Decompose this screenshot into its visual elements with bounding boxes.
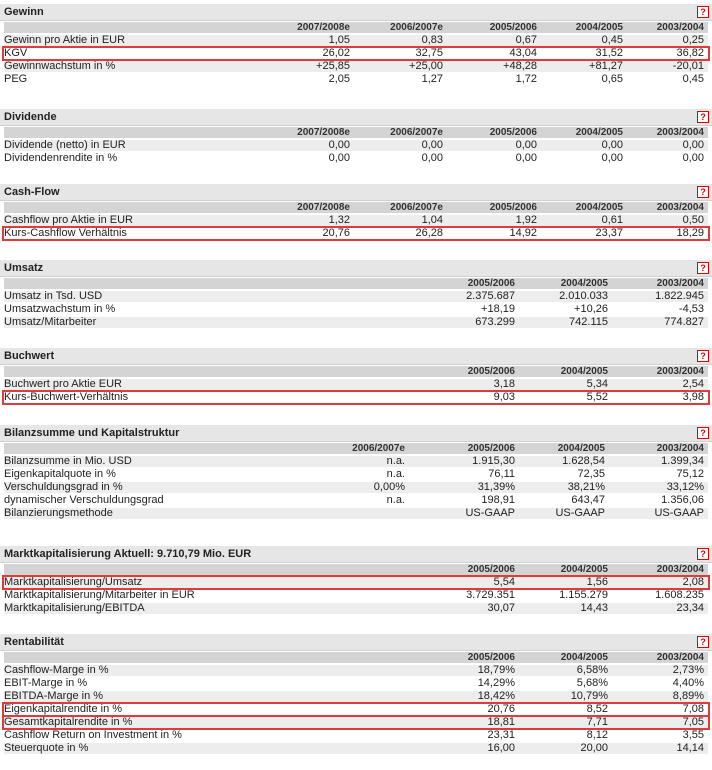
cell-value: 23,31 <box>487 729 515 741</box>
section-gewinn <box>0 4 712 85</box>
column-header-row <box>4 443 708 454</box>
section-title: Cash-Flow <box>4 186 60 198</box>
cell-value: US-GAAP <box>465 507 515 519</box>
row-label: Eigenkapitalrendite in % <box>4 703 123 715</box>
row-label: Umsatzwachstum in % <box>4 303 116 315</box>
column-header: 2005/2006 <box>467 278 515 289</box>
cell-value: 5,34 <box>586 378 608 390</box>
cell-value: 0,00 <box>682 139 704 151</box>
section-title: Gewinn <box>4 6 44 18</box>
column-header: 2004/2005 <box>575 127 623 138</box>
column-header-row <box>4 202 708 213</box>
table-row <box>4 379 708 390</box>
row-label: Bilanzsumme in Mio. USD <box>4 455 132 467</box>
cell-value: +81,27 <box>589 60 623 72</box>
section-buchwert <box>0 348 712 403</box>
cell-value: 2,54 <box>682 378 704 390</box>
cell-value: 18,81 <box>487 716 515 728</box>
table-row <box>4 35 708 46</box>
row-label: Cashflow-Marge in % <box>4 664 109 676</box>
table-row <box>4 495 708 506</box>
cell-value: 2.375.687 <box>466 290 515 302</box>
table-row <box>4 678 708 689</box>
cell-value: n.a. <box>386 468 405 480</box>
table-row <box>4 215 708 226</box>
column-header: 2007/2008e <box>297 22 350 33</box>
cell-value: 2,05 <box>328 73 350 85</box>
cell-value: 8,89% <box>672 690 704 702</box>
help-icon[interactable]: ? <box>697 636 709 648</box>
cell-value: 0,00 <box>328 139 350 151</box>
cell-value: 2,08 <box>682 576 704 588</box>
cell-value: n.a. <box>386 455 405 467</box>
cell-value: 43,04 <box>509 47 537 59</box>
cell-value: 72,35 <box>577 468 605 480</box>
row-label: EBIT-Marge in % <box>4 677 88 689</box>
cell-value: 23,34 <box>676 602 704 614</box>
row-label: Eigenkapitalquote in % <box>4 468 116 480</box>
cell-value: 36,82 <box>676 47 704 59</box>
column-header: 2005/2006 <box>489 127 537 138</box>
column-header: 2006/2007e <box>390 22 443 33</box>
cell-value: 0,00 <box>421 152 443 164</box>
cell-value: +25,00 <box>409 60 443 72</box>
cell-value: 1,04 <box>421 214 443 226</box>
cell-value: 3,98 <box>682 391 704 403</box>
section-title: Bilanzsumme und Kapitalstruktur <box>4 427 180 439</box>
cell-value: 33,12% <box>666 481 704 493</box>
section-title: Buchwert <box>4 350 55 362</box>
cell-value: US-GAAP <box>654 507 704 519</box>
cell-value: +48,28 <box>503 60 537 72</box>
column-header: 2005/2006 <box>489 202 537 213</box>
cell-value: 0,00 <box>328 152 350 164</box>
column-header: 2004/2005 <box>560 366 608 377</box>
row-label: EBITDA-Marge in % <box>4 690 104 702</box>
row-label: Cashflow Return on Investment in % <box>4 729 182 741</box>
column-header: 2003/2004 <box>656 22 704 33</box>
table-row <box>4 717 708 728</box>
table-row <box>4 317 708 328</box>
row-label: Cashflow pro Aktie in EUR <box>4 214 133 226</box>
cell-value: 1.356,06 <box>661 494 704 506</box>
cell-value: 742.115 <box>569 316 608 328</box>
cell-value: 7,08 <box>682 703 704 715</box>
column-header: 2005/2006 <box>467 366 515 377</box>
cell-value: 4,40% <box>672 677 704 689</box>
column-header-row <box>4 127 708 138</box>
table-row <box>4 304 708 315</box>
section-title: Umsatz <box>4 262 44 274</box>
cell-value: 30,07 <box>487 602 515 614</box>
column-header: 2004/2005 <box>560 652 608 663</box>
cell-value: 5,52 <box>586 391 608 403</box>
column-header: 2003/2004 <box>656 652 704 663</box>
cell-value: 0,00 <box>515 152 537 164</box>
row-label: Umsatz/Mitarbeiter <box>4 316 97 328</box>
help-icon[interactable]: ? <box>697 111 709 123</box>
cell-value: 0,83 <box>421 34 443 46</box>
table-row <box>4 456 708 467</box>
cell-value: 23,37 <box>595 227 623 239</box>
cell-value: 1.915,30 <box>472 455 515 467</box>
cell-value: 0,00 <box>682 152 704 164</box>
cell-value: 0,67 <box>515 34 537 46</box>
cell-value: 10,79% <box>570 690 608 702</box>
cell-value: 0,00 <box>601 152 623 164</box>
column-header-row <box>4 22 708 33</box>
cell-value: 198,91 <box>481 494 515 506</box>
column-header: 2004/2005 <box>560 564 608 575</box>
cell-value: 0,00% <box>373 481 405 493</box>
column-header: 2005/2006 <box>467 564 515 575</box>
section-dividende <box>0 109 712 164</box>
row-label: Gesamtkapitalrendite in % <box>4 716 133 728</box>
cell-value: 14,92 <box>509 227 537 239</box>
column-header: 2006/2007e <box>390 127 443 138</box>
cell-value: 7,05 <box>682 716 704 728</box>
help-icon[interactable]: ? <box>697 548 709 560</box>
column-header: 2003/2004 <box>656 278 704 289</box>
row-label: Steuerquote in % <box>4 742 89 754</box>
table-row <box>4 691 708 702</box>
row-label: Buchwert pro Aktie EUR <box>4 378 122 390</box>
cell-value: 0,45 <box>601 34 623 46</box>
table-row <box>4 228 708 239</box>
table-row <box>4 743 708 754</box>
column-header: 2004/2005 <box>575 202 623 213</box>
row-label: KGV <box>4 47 28 59</box>
column-header: 2003/2004 <box>656 202 704 213</box>
row-label: Gewinn pro Aktie in EUR <box>4 34 126 46</box>
cell-value: 18,29 <box>676 227 704 239</box>
cell-value: 0,00 <box>601 139 623 151</box>
cell-value: 0,25 <box>682 34 704 46</box>
section-bilanz <box>0 425 712 519</box>
cell-value: 1.399,34 <box>661 455 704 467</box>
cell-value: 76,11 <box>488 468 515 480</box>
row-label: Dividendenrendite in % <box>4 152 118 164</box>
cell-value: 18,42% <box>477 690 515 702</box>
section-title: Dividende <box>4 111 57 123</box>
table-row <box>4 482 708 493</box>
cell-value: 20,76 <box>487 703 515 715</box>
table-row <box>4 469 708 480</box>
cell-value: 5,68% <box>576 677 608 689</box>
column-header: 2003/2004 <box>656 127 704 138</box>
help-icon[interactable]: ? <box>697 262 709 274</box>
column-header: 2003/2004 <box>656 443 704 454</box>
row-label: Gewinnwachstum in % <box>4 60 116 72</box>
cell-value: 2.010.033 <box>559 290 608 302</box>
column-header: 2005/2006 <box>467 652 515 663</box>
table-row <box>4 74 708 85</box>
section-header <box>0 4 712 21</box>
section-title: Rentabilität <box>4 636 64 648</box>
row-label: Dividende (netto) in EUR <box>4 139 126 151</box>
cell-value: 1,32 <box>328 214 350 226</box>
table-row <box>4 392 708 403</box>
cell-value: 3,18 <box>493 378 515 390</box>
cell-value: 26,02 <box>322 47 350 59</box>
cell-value: +10,26 <box>574 303 608 315</box>
cell-value: 16,00 <box>487 742 515 754</box>
table-row <box>4 291 708 302</box>
cell-value: 2,73% <box>672 664 704 676</box>
cell-value: 0,45 <box>682 73 704 85</box>
section-header <box>0 184 712 201</box>
section-rentabilitaet <box>0 634 712 754</box>
row-label: dynamischer Verschuldungsgrad <box>4 494 164 506</box>
cell-value: 26,28 <box>415 227 443 239</box>
cell-value: 3,55 <box>682 729 704 741</box>
cell-value: 1,72 <box>515 73 537 85</box>
cell-value: 14,14 <box>676 742 704 754</box>
cell-value: 673.299 <box>475 316 515 328</box>
cell-value: 1.608.235 <box>655 589 704 601</box>
column-header: 2004/2005 <box>560 278 608 289</box>
help-icon[interactable]: ? <box>697 427 709 439</box>
column-header-row <box>4 278 708 289</box>
row-label: Bilanzierungsmethode <box>4 507 113 519</box>
cell-value: n.a. <box>386 494 405 506</box>
cell-value: -20,01 <box>672 60 704 72</box>
column-header: 2005/2006 <box>467 443 515 454</box>
table-row <box>4 590 708 601</box>
column-header: 2007/2008e <box>297 127 350 138</box>
cell-value: 0,65 <box>601 73 623 85</box>
row-label: Verschuldungsgrad in % <box>4 481 123 493</box>
section-header <box>0 425 712 442</box>
section-header <box>0 634 712 651</box>
cell-value: 1,56 <box>586 576 608 588</box>
section-umsatz <box>0 260 712 328</box>
section-title: Marktkapitalisierung Aktuell: 9.710,79 Mio. EUR <box>4 548 252 560</box>
cell-value: 1.155.279 <box>559 589 608 601</box>
cell-value: 1.822.945 <box>655 290 704 302</box>
cell-value: 8,12 <box>586 729 608 741</box>
row-label: Umsatz in Tsd. USD <box>4 290 103 302</box>
cell-value: 75,12 <box>676 468 704 480</box>
cell-value: 18,79% <box>477 664 515 676</box>
section-header <box>0 546 712 563</box>
cell-value: 6,58% <box>576 664 608 676</box>
row-label: Marktkapitalisierung/Umsatz <box>4 576 143 588</box>
table-row <box>4 153 708 164</box>
column-header: 2003/2004 <box>656 564 704 575</box>
cell-value: 774.827 <box>664 316 704 328</box>
cell-value: 32,75 <box>415 47 443 59</box>
table-row <box>4 665 708 676</box>
cell-value: 0,00 <box>515 139 537 151</box>
section-header <box>0 348 712 365</box>
table-row <box>4 704 708 715</box>
cell-value: 1,05 <box>328 34 350 46</box>
column-header: 2005/2006 <box>489 22 537 33</box>
cell-value: 0,00 <box>421 139 443 151</box>
cell-value: 9,03 <box>493 391 515 403</box>
section-marktkap <box>0 546 712 614</box>
section-cashflow <box>0 184 712 239</box>
row-label: Marktkapitalisierung/EBITDA <box>4 602 145 614</box>
table-row <box>4 140 708 151</box>
column-header: 2004/2005 <box>575 22 623 33</box>
cell-value: 1.628,54 <box>562 455 605 467</box>
cell-value: 0,50 <box>682 214 704 226</box>
help-icon[interactable]: ? <box>697 350 709 362</box>
column-header: 2003/2004 <box>656 366 704 377</box>
cell-value: 8,52 <box>586 703 608 715</box>
column-header: 2004/2005 <box>557 443 605 454</box>
column-header: 2006/2007e <box>390 202 443 213</box>
row-label: Marktkapitalisierung/Mitarbeiter in EUR <box>4 589 195 601</box>
table-row <box>4 603 708 614</box>
column-header-row <box>4 652 708 663</box>
row-label: PEG <box>4 73 28 85</box>
cell-value: 3.729.351 <box>466 589 515 601</box>
table-row <box>4 730 708 741</box>
cell-value: +18,19 <box>481 303 515 315</box>
cell-value: 20,00 <box>580 742 608 754</box>
column-header-row <box>4 564 708 575</box>
cell-value: 1,27 <box>421 73 443 85</box>
cell-value: 31,39% <box>477 481 515 493</box>
column-header-row <box>4 366 708 377</box>
section-header <box>0 109 712 126</box>
column-header: 2006/2007e <box>352 443 405 454</box>
help-icon[interactable]: ? <box>697 186 709 198</box>
cell-value: 31,52 <box>595 47 623 59</box>
table-row <box>4 508 708 519</box>
cell-value: 20,76 <box>322 227 350 239</box>
cell-value: US-GAAP <box>555 507 605 519</box>
cell-value: 7,71 <box>586 716 608 728</box>
row-label: Kurs-Cashflow Verhältnis <box>4 227 127 239</box>
row-label: Kurs-Buchwert-Verhältnis <box>4 391 129 403</box>
cell-value: 1,92 <box>515 214 537 226</box>
cell-value: 38,21% <box>567 481 605 493</box>
table-row <box>4 577 708 588</box>
cell-value: 14,29% <box>477 677 515 689</box>
cell-value: +25,85 <box>316 60 350 72</box>
cell-value: -4,53 <box>678 303 704 315</box>
cell-value: 0,61 <box>601 214 623 226</box>
cell-value: 5,54 <box>493 576 515 588</box>
section-header <box>0 260 712 277</box>
help-icon[interactable]: ? <box>697 6 709 18</box>
table-row <box>4 61 708 72</box>
table-row <box>4 48 708 59</box>
column-header: 2007/2008e <box>297 202 350 213</box>
cell-value: 14,43 <box>580 602 608 614</box>
cell-value: 643,47 <box>571 494 605 506</box>
